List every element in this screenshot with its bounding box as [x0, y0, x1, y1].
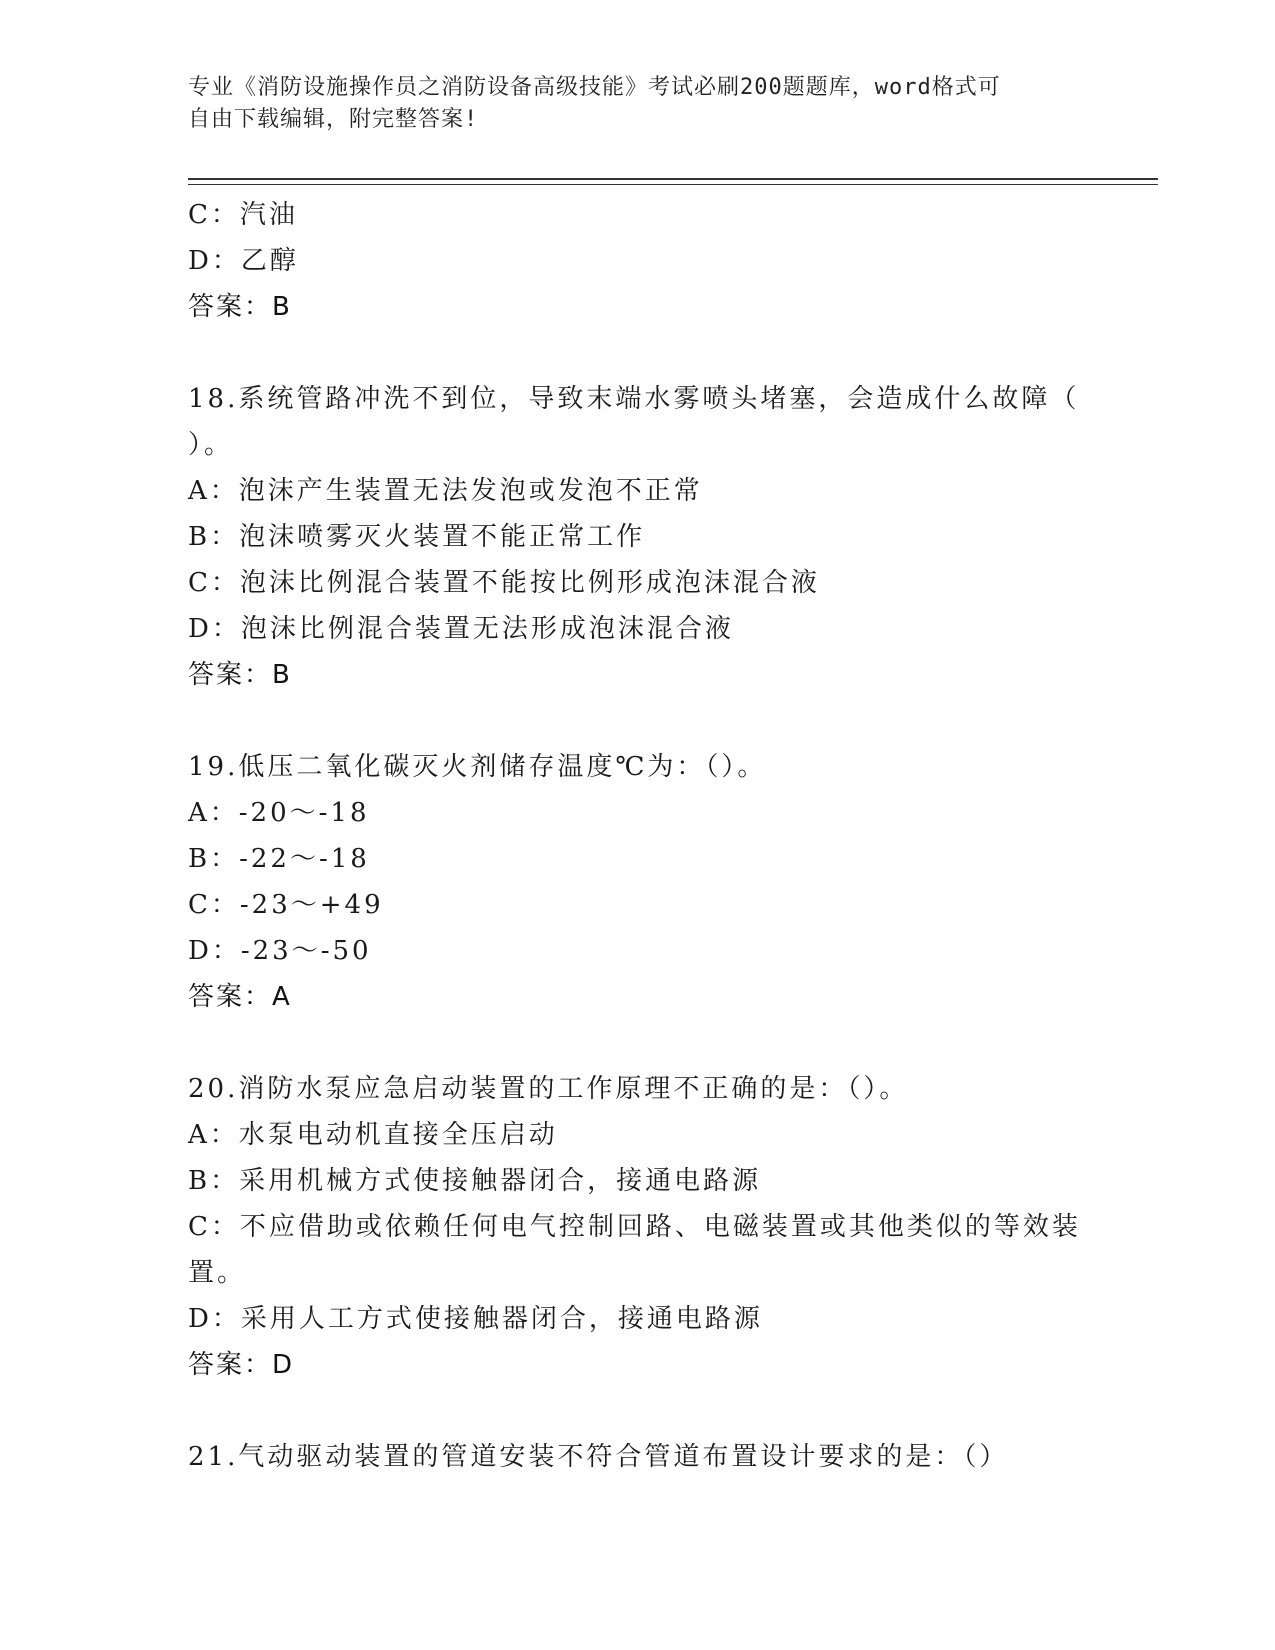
- option-a: A：泡沫产生装置无法发泡或发泡不正常: [188, 476, 703, 506]
- document-header: [188, 72, 1068, 136]
- question-19: [188, 744, 1088, 1020]
- option-b: B：泡沫喷雾灭火装置不能正常工作: [188, 522, 646, 552]
- option-d: D：泡沫比例混合装置无法形成泡沫混合液: [188, 614, 734, 644]
- header-divider-thick: [188, 178, 1158, 180]
- option-a: A：水泵电动机直接全压启动: [188, 1120, 558, 1150]
- question-list: [188, 192, 1088, 1480]
- option-d: D：-23～-50: [188, 936, 372, 966]
- option-c: C：不应借助或依赖任何电气控制回路、电磁装置或其他类似的等效装: [188, 1212, 1081, 1242]
- answer: 答案：D: [188, 1350, 295, 1380]
- question-18: [188, 376, 1088, 698]
- answer: 答案：B: [188, 660, 292, 690]
- option-b: B：-22～-18: [188, 844, 370, 874]
- header-line-1: 专业《消防设施操作员之消防设备高级技能》考试必刷200题题库，word格式可: [188, 75, 1001, 100]
- option-b: B：采用机械方式使接触器闭合，接通电路源: [188, 1166, 762, 1196]
- question-stem-continued: ）。: [188, 430, 234, 460]
- question-17-tail: [188, 192, 1088, 330]
- option-c: C：泡沫比例混合装置不能按比例形成泡沫混合液: [188, 568, 820, 598]
- option-a: A：-20～-18: [188, 798, 370, 828]
- spacer: [188, 330, 1088, 376]
- question-stem: 19.低压二氧化碳灭火剂储存温度℃为：（）。: [188, 752, 767, 782]
- question-stem: 20.消防水泵应急启动装置的工作原理不正确的是：（）。: [188, 1074, 909, 1104]
- option-c: C：-23～+49: [188, 890, 384, 920]
- question-21: [188, 1434, 1088, 1480]
- spacer: [188, 698, 1088, 744]
- option-c: C：汽油: [188, 200, 298, 230]
- question-stem: 18.系统管路冲洗不到位，导致末端水雾喷头堵塞，会造成什么故障（: [188, 384, 1080, 414]
- option-d: D：采用人工方式使接触器闭合，接通电路源: [188, 1304, 763, 1334]
- spacer: [188, 1020, 1088, 1066]
- question-20: [188, 1066, 1088, 1388]
- header-line-2: 自由下载编辑，附完整答案!: [188, 107, 479, 132]
- answer: 答案：A: [188, 982, 292, 1012]
- option-d: D：乙醇: [188, 246, 299, 276]
- answer: 答案：B: [188, 292, 292, 322]
- question-stem: 21.气动驱动装置的管道安装不符合管道布置设计要求的是：（）: [188, 1442, 1009, 1472]
- option-c-continued: 置。: [188, 1258, 247, 1288]
- spacer: [188, 1388, 1088, 1434]
- header-divider-thin: [188, 184, 1158, 185]
